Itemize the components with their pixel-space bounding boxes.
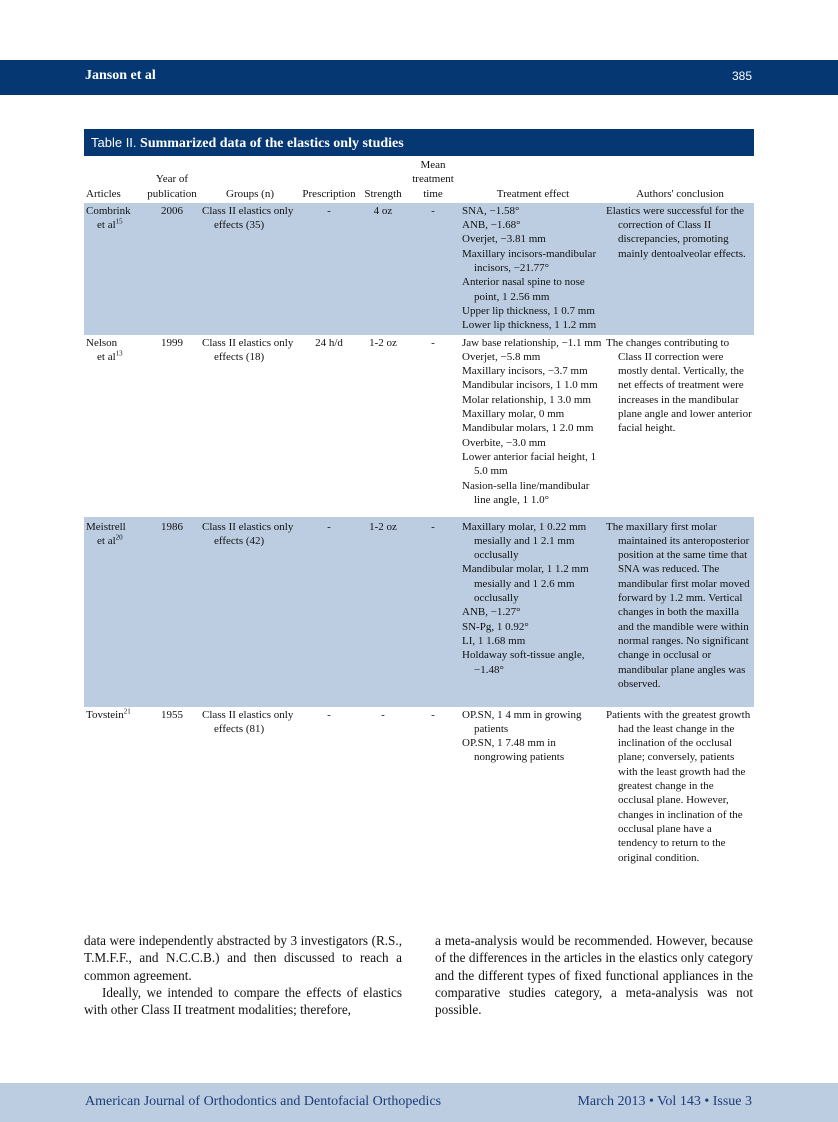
effect-item: LI, 1 1.68 mm	[462, 634, 526, 647]
body-column-left	[84, 932, 402, 1018]
body-column-right	[435, 932, 753, 1018]
col-header: Articles	[86, 187, 121, 200]
effect-item: Overbite, −3.0 mm	[462, 436, 546, 449]
cell-treatment-effect	[460, 203, 606, 334]
effect-item: Mandibular incisors, 1 1.0 mm	[462, 379, 598, 392]
cell-strength: -	[360, 706, 406, 878]
cell-time: -	[406, 203, 460, 334]
effect-item: Jaw base relationship, −1.1 mm	[462, 336, 602, 349]
cell-article	[84, 203, 142, 334]
effect-item: Maxillary incisors, −3.7 mm	[462, 365, 588, 378]
table-row	[84, 203, 754, 334]
table-title: Summarized data of the elastics only studies	[140, 136, 404, 151]
reference-number: 15	[115, 217, 123, 226]
cell-year: 1999	[142, 334, 202, 518]
summary-table	[84, 158, 754, 878]
col-header: Prescription	[302, 187, 356, 200]
effect-item: Anterior nasal spine to nose point, 1 2.56 mm	[462, 276, 585, 303]
running-header	[0, 60, 838, 95]
cell-time: -	[406, 706, 460, 878]
effect-item: Upper lip thickness, 1 0.7 mm	[462, 304, 595, 317]
article-author: Meistrell	[86, 520, 126, 533]
cell-prescription: -	[298, 518, 360, 706]
cell-conclusion: The maxillary first molar maintained its anteroposterior position at the same time that SNA was reduced. The mandibular first molar moved forward by 1.2 mm. Vertical changes in both the maxilla and the mandible were within normal ranges. No significant change in occlusal or mandibular plane angles was observed.	[606, 518, 754, 706]
cell-article	[84, 334, 142, 518]
cell-strength: 1-2 oz	[360, 334, 406, 518]
effect-item: Maxillary molar, 0 mm	[462, 408, 565, 421]
effect-item: OP.SN, 1 4 mm in growing patients	[462, 708, 582, 735]
col-header: Strength	[364, 187, 402, 200]
paragraph: data were independently abstracted by 3 investigators (R.S., T.M.F.F., and N.C.C.B.) and then discussed to reach a common agreement.	[84, 933, 402, 983]
reference-number: 13	[115, 349, 123, 358]
col-header: Year of publication	[147, 173, 197, 200]
effect-item: Mandibular molars, 1 2.0 mm	[462, 422, 594, 435]
article-etal: et al	[97, 219, 116, 232]
cell-conclusion: Elastics were successful for the correction of Class II discrepancies, promoting mainly dentoalveolar effects.	[606, 203, 754, 334]
table-header-row	[84, 158, 754, 203]
article-author: Nelson	[86, 336, 118, 349]
effect-item: Overjet, −3.81 mm	[462, 233, 546, 246]
effect-item: SNA, −1.58°	[462, 204, 520, 217]
effect-item: Overjet, −5.8 mm	[462, 350, 541, 363]
cell-article	[84, 518, 142, 706]
cell-group: Class II elastics only effects (18)	[202, 334, 298, 518]
paragraph: a meta-analysis would be recommended. However, because of the differences in the articles in the elastics only category and the different types of fixed functional appliances in the comparative studies category, a meta-analysis was not possible.	[435, 933, 753, 1018]
effect-item: Molar relationship, 1 3.0 mm	[462, 393, 591, 406]
table-row	[84, 706, 754, 878]
col-header: Authors' conclusion	[636, 187, 724, 200]
cell-year: 2006	[142, 203, 202, 334]
cell-conclusion: The changes contributing to Class II correction were mostly dental. Vertically, the net effects of treatment were increases in the mandibular plane angle and lower anterior facial height.	[606, 334, 754, 518]
paragraph: Ideally, we intended to compare the effects of elastics with other Class II treatment modalities; therefore,	[84, 984, 402, 1018]
cell-treatment-effect	[460, 706, 606, 878]
cell-year: 1955	[142, 706, 202, 878]
journal-name: American Journal of Orthodontics and Dentofacial Orthopedics	[85, 1094, 442, 1109]
cell-strength: 1-2 oz	[360, 518, 406, 706]
effect-item: Lower lip thickness, 1 1.2 mm	[462, 319, 597, 332]
effect-item: Mandibular molar, 1 1.2 mm mesially and 1 2.6 mm occlusally	[462, 563, 589, 605]
effect-item: Holdaway soft-tissue angle, −1.48°	[462, 649, 585, 676]
effect-item: Lower anterior facial height, 1 5.0 mm	[462, 450, 597, 478]
cell-treatment-effect	[460, 518, 606, 706]
effect-item: ANB, −1.68°	[462, 219, 521, 232]
effect-item: Maxillary molar, 1 0.22 mm mesially and 1 2.1 mm occlusally	[462, 520, 587, 562]
page-number: 385	[731, 69, 752, 83]
article-author: Combrink	[86, 204, 131, 217]
table-row	[84, 518, 754, 706]
cell-group: Class II elastics only effects (35)	[202, 203, 298, 334]
cell-group: Class II elastics only effects (42)	[202, 518, 298, 706]
article-etal: et al	[97, 534, 116, 547]
cell-prescription: 24 h/d	[298, 334, 360, 518]
col-header: Treatment effect	[496, 187, 570, 200]
footer	[0, 1083, 838, 1122]
issue-info: March 2013 • Vol 143 • Issue 3	[577, 1094, 752, 1109]
reference-number: 21	[123, 706, 131, 715]
table-title-bar	[84, 129, 754, 156]
effect-item: OP.SN, 1 7.48 mm in nongrowing patients	[462, 737, 565, 764]
effect-item: Maxillary incisors-mandibular incisors, −21.77°	[462, 247, 597, 275]
cell-year: 1986	[142, 518, 202, 706]
article-author: Tovstein	[86, 708, 124, 721]
running-header-authors: Janson et al	[85, 68, 156, 83]
cell-treatment-effect	[460, 334, 606, 518]
table-label: Table II.	[91, 135, 137, 150]
col-header: Groups (n)	[226, 187, 274, 200]
effect-item: Nasion-sella line/mandibular line angle, 1 1.0°	[462, 479, 590, 506]
article-etal: et al	[97, 350, 116, 363]
cell-prescription: -	[298, 706, 360, 878]
cell-group: Class II elastics only effects (81)	[202, 706, 298, 878]
cell-prescription: -	[298, 203, 360, 334]
reference-number: 20	[115, 533, 123, 542]
effect-item: ANB, −1.27°	[462, 606, 521, 619]
table-row	[84, 334, 754, 518]
cell-time: -	[406, 334, 460, 518]
cell-article	[84, 706, 142, 878]
cell-conclusion: Patients with the greatest growth had the least change in the inclination of the occlusal plane; conversely, patients with the least growth had the greatest change in the occlusal plane. However, changes in inclination of the occlusal plane have a tendency to return to the original condition.	[606, 706, 754, 878]
cell-strength: 4 oz	[360, 203, 406, 334]
effect-item: SN-Pg, 1 0.92°	[462, 620, 529, 633]
col-header: Mean treatment time	[412, 159, 454, 200]
cell-time: -	[406, 518, 460, 706]
